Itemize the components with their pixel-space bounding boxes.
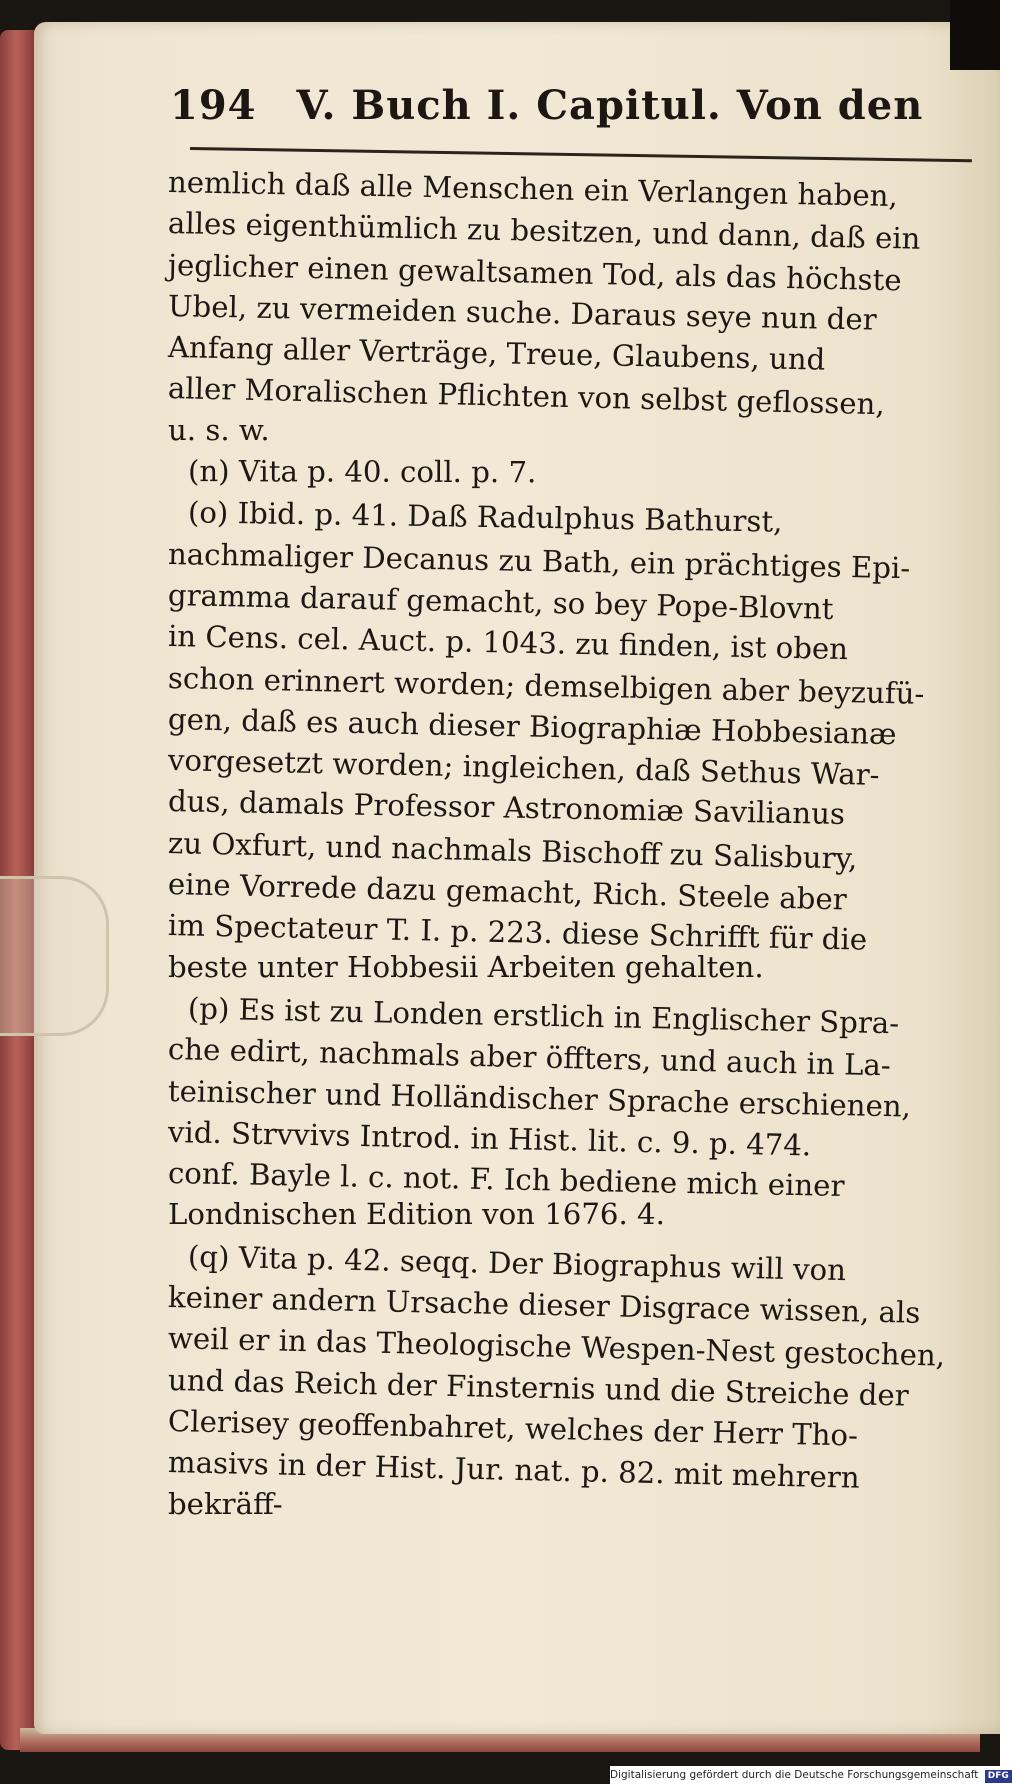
text-line: zu Oxfurt, und nachmals Bischoff zu Salisbury, — [167, 825, 858, 876]
text-line: (q) Vita p. 42. seqq. Der Biographus will von — [187, 1239, 847, 1287]
text-line: nemlich daß alle Menschen ein Verlangen haben, — [167, 165, 899, 214]
running-title: V. Buch I. Capitul. Von den — [296, 82, 924, 129]
text-line: che edirt, nachmals aber öffters, und auch in La- — [167, 1032, 892, 1083]
text-line: vid. Strvvivs Introd. in Hist. lit. c. 9. p. 474. — [167, 1114, 812, 1163]
text-line: beste unter Hobbesii Arbeiten gehalten. — [168, 949, 764, 984]
text-line: im Spectateur T. I. p. 223. diese Schrifft für die — [167, 908, 868, 957]
text-line: u. s. w. — [168, 412, 270, 447]
page-number: 194 — [170, 82, 257, 129]
text-line: (p) Es ist zu Londen erstlich in Englischer Spra- — [187, 991, 900, 1041]
text-line: masivs in der Hist. Jur. nat. p. 82. mit mehrern — [167, 1445, 860, 1495]
text-line: conf. Bayle l. c. not. F. Ich bediene mich einer — [167, 1156, 845, 1204]
text-line: gramma darauf gemacht, so bey Pope-Blovnt — [167, 577, 834, 626]
text-line: vorgesetzt worden; ingleichen, daß Sethus War- — [167, 743, 880, 793]
background-corner — [950, 0, 1000, 70]
text-line: in Cens. cel. Auct. p. 1043. zu finden, ist oben — [167, 619, 849, 667]
digitization-credit — [610, 1766, 1009, 1784]
text-line: Londnischen Edition von 1676. 4. — [168, 1197, 665, 1232]
credit-text: Digitalisierung gefördert durch die Deutsche Forschungsgemeinschaft — [610, 1769, 979, 1781]
text-line: Anfang aller Verträge, Treue, Glaubens, und — [167, 330, 826, 377]
text-line: Ubel, zu vermeiden suche. Daraus seye nun der — [167, 288, 877, 337]
text-line: dus, damals Professor Astronomiæ Savilianus — [167, 784, 846, 832]
text-line: eine Vorrede dazu gemacht, Rich. Steele aber — [167, 867, 848, 917]
text-line: (n) Vita p. 40. coll. p. 7. — [187, 454, 537, 490]
text-line: weil er in das Theologische Wespen-Nest gestochen, — [167, 1321, 946, 1373]
dfg-badge: DFG — [985, 1770, 1012, 1783]
bookmark-tab-outline — [0, 876, 109, 1036]
page-header — [170, 82, 970, 146]
text-line: aller Moralischen Pflichten von selbst geflossen, — [167, 371, 886, 422]
body-text — [168, 162, 978, 1525]
text-line: (o) Ibid. p. 41. Daß Radulphus Bathurst, — [187, 495, 783, 540]
text-line: nachmaliger Decanus zu Bath, ein prächtiges Epi- — [167, 536, 911, 585]
text-line: keiner andern Ursache dieser Disgrace wissen, als — [167, 1280, 921, 1330]
text-line: schon erinnert worden; demselbigen aber beyzufü- — [167, 660, 925, 711]
text-line: alles eigenthümlich zu besitzen, und dann, daß ein — [167, 206, 921, 257]
text-line: gen, daß es auch dieser Biographiæ Hobbesianæ — [167, 701, 897, 752]
text-line: Clerisey geoffenbahret, welches der Herr Tho- — [167, 1403, 859, 1453]
text-line: teinischer und Holländischer Sprache erschienen, — [167, 1073, 912, 1124]
text-line: bekräff- — [168, 1486, 283, 1521]
text-line: jeglicher einen gewaltsamen Tod, als das höchste — [167, 247, 902, 297]
text-line: und das Reich der Finsternis und die Streiche der — [167, 1362, 910, 1413]
